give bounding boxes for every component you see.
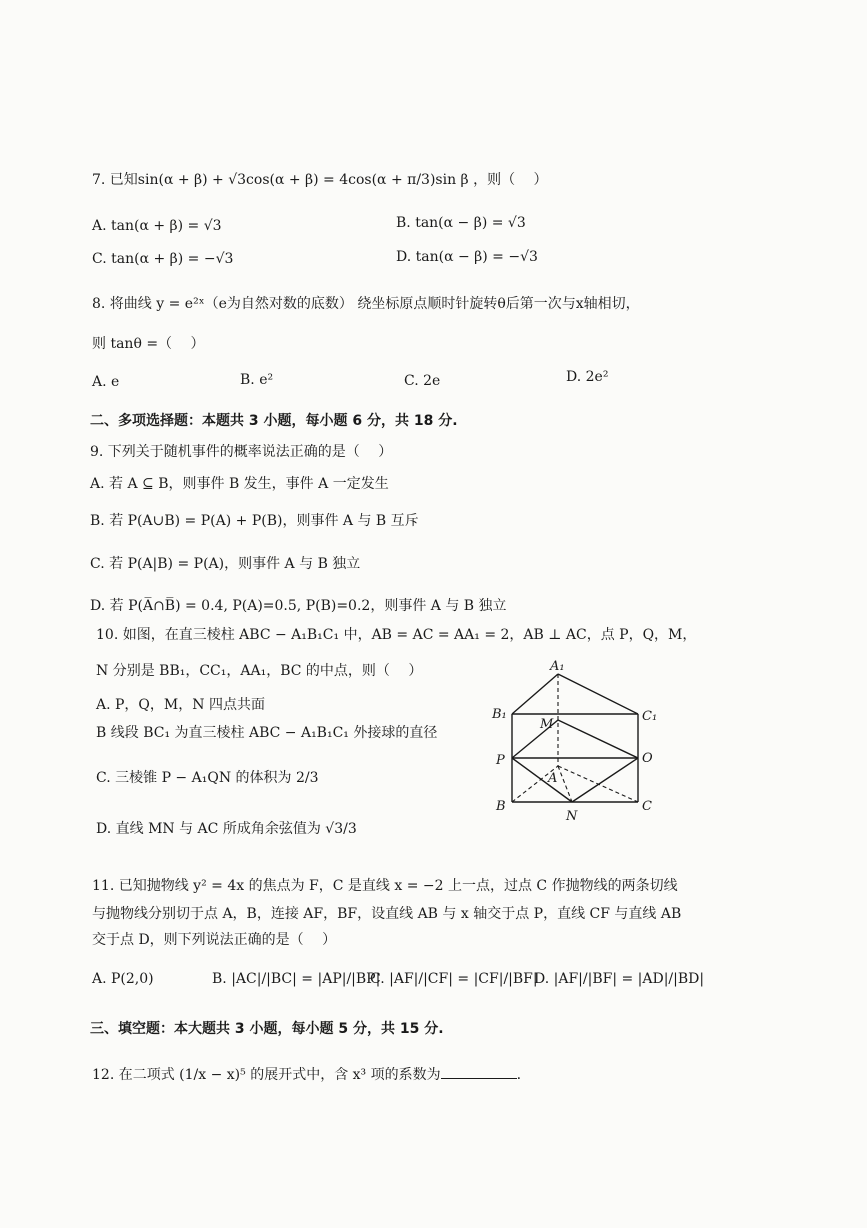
q8-stem-2: 则 tanθ =（ ） bbox=[92, 336, 205, 352]
q8-option-d: D. 2e² bbox=[566, 369, 609, 385]
label-a: A bbox=[548, 771, 558, 786]
q11-option-d: D. |AF|/|BF| = |AD|/|BD| bbox=[534, 971, 705, 987]
q8-stem: 8. 将曲线 y = e²ˣ（e为自然对数的底数） 绕坐标原点顺时针旋转θ后第一次与x轴相切， bbox=[92, 296, 640, 312]
q7-option-d: D. tan(α − β) = −√3 bbox=[396, 249, 538, 265]
label-b1: B₁ bbox=[492, 707, 507, 722]
q9-option-b: B. 若 P(A∪B) = P(A) + P(B)，则事件 A 与 B 互斥 bbox=[90, 513, 419, 529]
q11-option-a: A. P(2,0) bbox=[92, 971, 154, 987]
label-c1: C₁ bbox=[642, 709, 658, 724]
label-o: O bbox=[642, 751, 653, 766]
q7-option-a: A. tan(α + β) = √3 bbox=[92, 218, 222, 234]
section-3-heading: 三、填空题：本大题共 3 小题，每小题 5 分，共 15 分. bbox=[90, 1021, 444, 1037]
q9-option-d: D. 若 P(A̅∩B̅) = 0.4, P(A)=0.5, P(B)=0.2，则事件 A 与 B 独立 bbox=[90, 598, 507, 614]
q8-option-c: C. 2e bbox=[404, 373, 441, 389]
q11-stem: 11. 已知抛物线 y² = 4x 的焦点为 F，C 是直线 x = −2 上一点，过点 C 作抛物线的两条切线 bbox=[92, 878, 678, 894]
section-2-heading: 二、多项选择题：本题共 3 小题，每小题 6 分，共 18 分. bbox=[90, 413, 458, 429]
q11-stem-2: 与抛物线分别切于点 A，B，连接 AF，BF，设直线 AB 与 x 轴交于点 P，直线 CF 与直线 AB bbox=[92, 906, 682, 922]
q11-stem-3: 交于点 D，则下列说法正确的是（ ） bbox=[92, 932, 337, 948]
q10-option-a: A. P，Q，M，N 四点共面 bbox=[96, 697, 265, 713]
q7-stem: 7. 已知sin(α + β) + √3cos(α + β) = 4cos(α + π/3)sin β ，则（ ） bbox=[92, 172, 548, 188]
q11-option-c: C. |AF|/|CF| = |CF|/|BF| bbox=[370, 971, 538, 987]
q12-period: . bbox=[516, 1067, 522, 1083]
edge-a1-b1 bbox=[512, 674, 558, 714]
q8-option-a: A. e bbox=[92, 374, 120, 390]
q10-option-b: B 线段 BC₁ 为直三棱柱 ABC − A₁B₁C₁ 外接球的直径 bbox=[96, 725, 438, 741]
answer-blank[interactable] bbox=[441, 1066, 517, 1079]
label-m: M bbox=[540, 717, 554, 732]
label-c: C bbox=[642, 799, 652, 814]
q9-option-a: A. 若 A ⊆ B，则事件 B 发生，事件 A 一定发生 bbox=[90, 476, 389, 492]
q8-option-b: B. e² bbox=[240, 372, 274, 388]
edge-a-c-hidden bbox=[558, 766, 638, 802]
q10-stem-2: N 分别是 BB₁，CC₁，AA₁，BC 的中点，则（ ） bbox=[96, 663, 423, 679]
q9-stem: 9. 下列关于随机事件的概率说法正确的是（ ） bbox=[90, 444, 393, 460]
edge-a1-c1 bbox=[558, 674, 638, 714]
q12-text: 12. 在二项式 (1/x − x)⁵ 的展开式中，含 x³ 项的系数为 bbox=[92, 1067, 441, 1083]
label-a1: A₁ bbox=[550, 660, 565, 674]
q11-option-b: B. |AC|/|BC| = |AP|/|BP| bbox=[212, 971, 381, 987]
q7-option-b: B. tan(α − β) = √3 bbox=[396, 215, 526, 231]
q9-option-c: C. 若 P(A|B) = P(A)，则事件 A 与 B 独立 bbox=[90, 556, 361, 572]
q7-option-c: C. tan(α + β) = −√3 bbox=[92, 251, 234, 267]
label-b: B bbox=[496, 799, 506, 814]
q10-option-d: D. 直线 MN 与 AC 所成角余弦值为 √3/3 bbox=[96, 821, 357, 837]
q10-stem: 10. 如图，在直三棱柱 ABC − A₁B₁C₁ 中，AB = AC = AA₁ = 2，AB ⊥ AC，点 P，Q，M， bbox=[96, 627, 697, 643]
label-n: N bbox=[566, 809, 578, 824]
q10-option-c: C. 三棱锥 P − A₁QN 的体积为 2/3 bbox=[96, 770, 319, 786]
label-p: P bbox=[496, 753, 505, 768]
segment-n-q bbox=[572, 758, 638, 802]
q12-stem bbox=[92, 1066, 521, 1084]
prism-figure bbox=[488, 660, 668, 830]
segment-m-q bbox=[558, 720, 638, 758]
